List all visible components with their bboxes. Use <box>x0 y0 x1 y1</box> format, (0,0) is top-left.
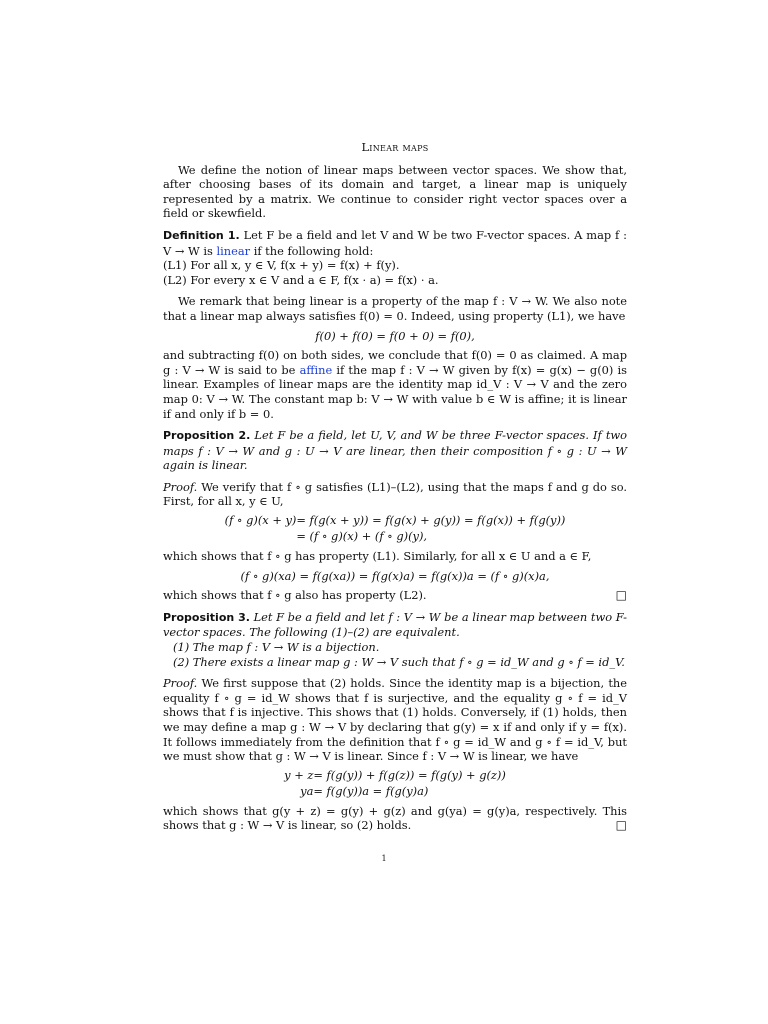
list-item: (1) The map f : V → W is a bijection. <box>173 640 380 655</box>
equation-composition-additive <box>225 513 566 545</box>
equation-rhs: = f(g(x + y)) = f(g(x) + g(y)) = f(g(x)) + f(g(y)) <box>296 513 566 528</box>
equation-rhs: = f(g(y)) + f(g(z)) = f(g(y) + g(z)) <box>313 767 506 782</box>
proof-text-c: which shows that f ∘ g also has property (L2). <box>163 588 427 603</box>
affine-link[interactable]: affine <box>299 362 333 377</box>
page-title: Linear maps <box>361 140 429 154</box>
proof-text-b: which shows that f ∘ g has property (L1). Similarly, for all x ∈ U and a ∈ F, <box>163 549 592 564</box>
proof-text-a: We first suppose that (2) holds. Since the identity map is a bijection, the equality f ∘ g = id_W shows that f is surjective, and the equality g ∘ f = id_V shows that f is injective. This shows that (1) holds. Conversely, if (1) holds, then we may define a map g : W → V by declaring that g(y) = x if and only if y = f(x). It follows immediately from the definition that f ∘ g = id_W and g ∘ f = id_V, but we must show that g : W → V is linear. Since f : V → W is linear, we have <box>163 676 628 764</box>
proposition-heading: Proposition 3. <box>163 610 250 624</box>
proof-2 <box>163 676 627 833</box>
definition-heading: Definition 1. <box>163 228 240 242</box>
equation-composition-scalar: (f ∘ g)(xa) = f(g(xa)) = f(g(x)a) = f(g(x))a = (f ∘ g)(x)a, <box>240 568 550 583</box>
qed-symbol: □ <box>615 818 627 833</box>
list-item: (L2) For every x ∈ V and a ∈ F, f(x · a) = f(x) · a. <box>163 272 439 287</box>
definition-list <box>163 258 627 287</box>
proof-text-b: which shows that g(y + z) = g(y) + g(z) and g(ya) = g(y)a, respectively. This shows that g : W → V is linear, so (2) holds. <box>163 803 627 833</box>
proof-label: Proof. <box>163 479 198 494</box>
proof-text-a: We verify that f ∘ g satisfies (L1)–(L2), using that the maps f and g do so. First, for all x, y ∈ U, <box>163 479 628 509</box>
equation-rhs: = f(g(y))a = f(g(y)a) <box>313 783 429 798</box>
remark-paragraph: We remark that being linear is a property of the map f : V → W. We also note that a linear map always satisfies f(0) = 0. Indeed, using property (L1), we have <box>163 294 627 323</box>
definition-1 <box>163 228 627 287</box>
equation-rhs: = (f ∘ g)(x) + (f ∘ g)(y), <box>296 529 428 544</box>
equation-lhs: (f ∘ g)(x + y) <box>224 513 297 528</box>
affine-text-b: if the map f : V → W given by f(x) = g(x) − g(0) is linear. Examples of linear maps are the identity map id_V : V → V and the zero map 0: V → W. The constant map b: V → W with value b ∈ W is affine; it is linear if and only if b = 0. <box>163 362 628 421</box>
definition-text-a: Let F be a field and let V and W be two F-vector spaces. A map f : V → W is <box>163 227 627 258</box>
linear-link[interactable]: linear <box>216 243 251 258</box>
qed-symbol: □ <box>615 588 627 603</box>
equation-inverse-linear <box>284 768 506 800</box>
proof-label: Proof. <box>163 676 198 691</box>
intro-paragraph: We define the notion of linear maps between vector spaces. We show that, after choosing bases of its domain and target, a linear map is uniquely represented by a matrix. We continue to consider right vector spaces over a field or skewfield. <box>163 162 627 221</box>
proposition-3 <box>163 610 627 669</box>
page-number: 1 <box>381 854 387 863</box>
equation-f0: f(0) + f(0) = f(0 + 0) = f(0), <box>315 328 475 343</box>
equation-lhs: ya <box>300 783 314 798</box>
affine-text-a: and subtracting f(0) on both sides, we conclude that f(0) = 0 as claimed. A map g : V → W is said to be <box>163 348 627 377</box>
affine-paragraph <box>163 348 627 421</box>
proof-1 <box>163 480 627 603</box>
equation-lhs: y + z <box>284 767 314 782</box>
list-item: (2) There exists a linear map g : W → V such that f ∘ g = id_W and g ∘ f = id_V. <box>173 654 625 669</box>
proposition-list <box>163 640 627 669</box>
proposition-text: Let F be a field and let f : V → W be a linear map between two F-vector spaces. The following (1)–(2) are equivalent. <box>163 609 627 640</box>
list-item: (L1) For all x, y ∈ V, f(x + y) = f(x) + f(y). <box>163 258 400 273</box>
proposition-heading: Proposition 2. <box>163 429 251 443</box>
definition-text-b: if the following hold: <box>253 243 374 258</box>
proposition-2 <box>163 428 627 473</box>
page-body <box>163 140 627 833</box>
proposition-text: Let F be a field, let U, V, and W be three F-vector spaces. If two maps f : V → W and g : U → V are linear, then their composition f ∘ g : U → W again is linear. <box>163 428 628 473</box>
